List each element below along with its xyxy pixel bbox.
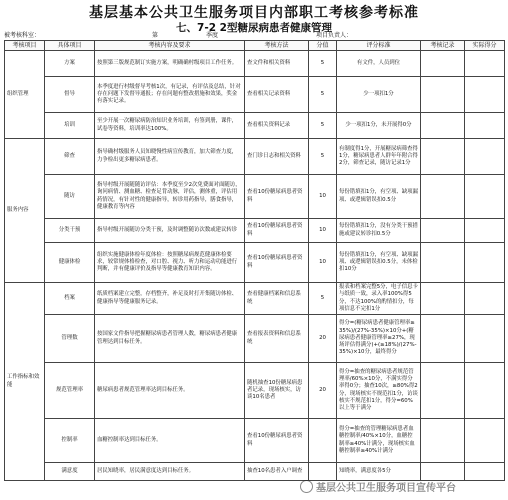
assessment-table — [4, 40, 505, 481]
standard-cell: 少一项扣1分 — [337, 77, 421, 113]
col-header: 考核内容及要求 — [95, 41, 245, 51]
method-cell: 查看相关资料记录 — [245, 113, 309, 139]
item-cell: 健康体检 — [45, 243, 95, 283]
item-cell: 筛查 — [45, 139, 95, 175]
actual-score-cell — [465, 419, 505, 463]
score-cell: 10 — [309, 219, 337, 243]
score-cell: 5 — [309, 113, 337, 139]
record-cell — [421, 283, 465, 315]
table-row — [5, 77, 505, 113]
method-cell: 查看10份糖尿病患者资料 — [245, 219, 309, 243]
score-cell: 5 — [309, 77, 337, 113]
item-cell: 控制率 — [45, 419, 95, 463]
actual-score-cell — [465, 51, 505, 77]
score-cell: 20 — [309, 315, 337, 363]
table-row — [5, 419, 505, 463]
method-cell: 查文件和相关资料 — [245, 51, 309, 77]
table-header-row — [5, 41, 505, 51]
standard-cell: 每份错填扣1分，有空项、缺项漏项、或逻辑错误扣0.5分 — [337, 175, 421, 219]
content-cell: 纸质档案建立完整，存档整齐，补足及时打开集随访体检、健康指导等健康服务记录。 — [95, 283, 245, 315]
record-cell — [421, 175, 465, 219]
page-subtitle: 七、7-2 2型糖尿病患者健康管理 — [176, 22, 332, 34]
method-cell: 查门诊日志和相关资料 — [245, 139, 309, 175]
period-prefix: 第 — [152, 32, 159, 39]
col-header: 考核方法 — [245, 41, 309, 51]
watermark-text: 基层公共卫生服务项目宣传平台 — [316, 482, 456, 494]
item-cell: 方案 — [45, 51, 95, 77]
actual-score-cell — [465, 219, 505, 243]
category-cell: 服务内容 — [5, 139, 45, 283]
standard-cell: 知晓率，满意度各5分 — [337, 463, 421, 481]
item-cell: 满意度 — [45, 463, 95, 481]
record-cell — [421, 315, 465, 363]
col-header: 分值 — [309, 41, 337, 51]
standard-cell: 得分=(糖尿病患者健康管理率≥35%)/(27%-35%)×10分+(糖尿病患者健康管理率≥27%，现场评估得满分)+(≥18%)/(27%-35%)×10分，最终得分 — [337, 315, 421, 363]
table-row — [5, 243, 505, 283]
content-cell: 指导确村级服务人员知晓慢性病宣传教育，加大筛查力度，力争检出更多糖尿病患者。 — [95, 139, 245, 175]
record-cell — [421, 219, 465, 243]
actual-score-cell — [465, 113, 505, 139]
wechat-logo-icon — [300, 480, 313, 493]
score-cell: 5 — [309, 139, 337, 175]
col-header: 实际得分 — [465, 41, 505, 51]
actual-score-cell — [465, 175, 505, 219]
standard-cell: 有制度得1分，开展糖尿病筛查得1分，糖尿病患者人群年年附合得2分，筛查记录，随访记录1分 — [337, 139, 421, 175]
col-header: 评分标准 — [337, 41, 421, 51]
col-header: 考核记录 — [421, 41, 465, 51]
content-cell: 居民知晓率，居民满意度达到目标任务。 — [95, 463, 245, 481]
actual-score-cell — [465, 283, 505, 315]
item-cell: 档案 — [45, 283, 95, 315]
dept-label: 被考核科室： — [4, 32, 41, 39]
item-cell: 规范管理率 — [45, 363, 95, 419]
period-suffix: 季度 — [206, 32, 219, 39]
category-cell: 工作指标和效能 — [5, 283, 45, 481]
table-row — [5, 283, 505, 315]
item-cell: 随访 — [45, 175, 95, 219]
method-cell: 抽查10名患者入户调查 — [245, 463, 309, 481]
actual-score-cell — [465, 139, 505, 175]
content-cell: 指导村级开展随访分类干预，及时调整随访次数或建议转诊 — [95, 219, 245, 243]
content-cell: 按照第三版规范制订实施方案，明确确村级项目工作任务。 — [95, 51, 245, 77]
actual-score-cell — [465, 363, 505, 419]
category-cell: 组织管理 — [5, 51, 45, 139]
content-cell: 至少开展一次糖尿病防治知识业务培训，有签到册，课件，试卷等资料，培训率达100%。 — [95, 113, 245, 139]
standard-cell: 报表和档案完整5分，电子信息卡与纸质一致，录入率100%得5分，不达100%的酌情扣分，每项信息不完扣1分 — [337, 283, 421, 315]
method-cell: 查看10份糖尿病患者资料 — [245, 419, 309, 463]
record-cell — [421, 363, 465, 419]
standard-cell: 得分=抽查的管理糖尿病患者血糖控制率/40%×10分，血糖控制率≥40%计满分，现场核实血糖控制率≥40%计满分 — [337, 419, 421, 463]
item-cell: 培训 — [45, 113, 95, 139]
actual-score-cell — [465, 243, 505, 283]
meta-line — [4, 31, 504, 40]
record-cell — [421, 113, 465, 139]
score-cell: 10 — [309, 175, 337, 219]
method-cell: 查看相关记录资料 — [245, 77, 309, 113]
content-cell: 按国家文件指导把握糖尿病患者管理人数，糖尿病患者健康管理达到目标任务。 — [95, 315, 245, 363]
method-cell: 查看健康档案和信息系统 — [245, 283, 309, 315]
score-cell: 5 — [309, 283, 337, 315]
table-row — [5, 51, 505, 77]
item-cell: 督导 — [45, 77, 95, 113]
score-cell: 20 — [309, 363, 337, 419]
col-header: 具体项目 — [45, 41, 95, 51]
record-cell — [421, 77, 465, 113]
table-row — [5, 113, 505, 139]
record-cell — [421, 139, 465, 175]
content-cell: 血糖控制率达到目标任务。 — [95, 419, 245, 463]
actual-score-cell — [465, 77, 505, 113]
col-header: 考核项目 — [5, 41, 45, 51]
standard-cell: 少一项扣1分，未开展得0分 — [337, 113, 421, 139]
content-cell: 组织实施健康体检年度体检：按照糖尿病规范健康体检要求，较常规体格检查，对口腔、视力、听力和运动功能进行判断，并有健康评价及指导等健康教育知识内容。 — [95, 243, 245, 283]
actual-score-cell — [465, 315, 505, 363]
content-cell: 本季度进行村级督导考核1次，有记录，有评估及总结，针对存在问题下发督导通报；存在问题有整改措施和效果，奖金有落实记录。 — [95, 77, 245, 113]
standard-cell: 得分=抽查的糖尿病患者规范管理率/60%×10分，不满实得分率得0分；抽查10次，≥80%得2分，现场核实不规范扣1分，访谈核实不规范扣1分，得分=60%以上等于满分 — [337, 363, 421, 419]
owner-label: 项目负责人： — [316, 32, 353, 39]
record-cell — [421, 51, 465, 77]
method-cell: 查看10份糖尿病患者资料 — [245, 175, 309, 219]
page-title: 基层基本公共卫生服务项目内部职工考核参考标准 — [89, 5, 419, 21]
method-cell: 查看报表资料和信息系统 — [245, 315, 309, 363]
item-cell: 分类干预 — [45, 219, 95, 243]
table-row — [5, 175, 505, 219]
content-cell: 指导村级开展随随访评估：本季度至少2次免费面对面随访，询问病情、测血糖、检查足背动脉，评估，测体重，评估用药情况，有针对性的健康指导，转诊用药指导，膳食指导，健康教育等内容 — [95, 175, 245, 219]
table-row — [5, 315, 505, 363]
record-cell — [421, 419, 465, 463]
standard-cell: 每份错填扣1分，没有分类干预措施或建议转诊扣0.5分 — [337, 219, 421, 243]
standard-cell: 有文件，人员到位 — [337, 51, 421, 77]
record-cell — [421, 243, 465, 283]
watermark — [300, 476, 500, 496]
method-cell: 查看10份糖尿病患者资料 — [245, 243, 309, 283]
content-cell: 糖尿病患者规范管理率达到目标任务。 — [95, 363, 245, 419]
score-cell — [309, 419, 337, 463]
table-row — [5, 219, 505, 243]
standard-cell: 每份错填扣1分，有空项、缺项漏项、或逻辑错误扣0.5分，未体检扣10分 — [337, 243, 421, 283]
table-row — [5, 363, 505, 419]
item-cell: 管理数 — [45, 315, 95, 363]
method-cell: 随机抽查10份糖尿病患者记录，现场核实，访谈10名患者 — [245, 363, 309, 419]
score-cell: 5 — [309, 51, 337, 77]
score-cell: 10 — [309, 243, 337, 283]
table-row — [5, 139, 505, 175]
